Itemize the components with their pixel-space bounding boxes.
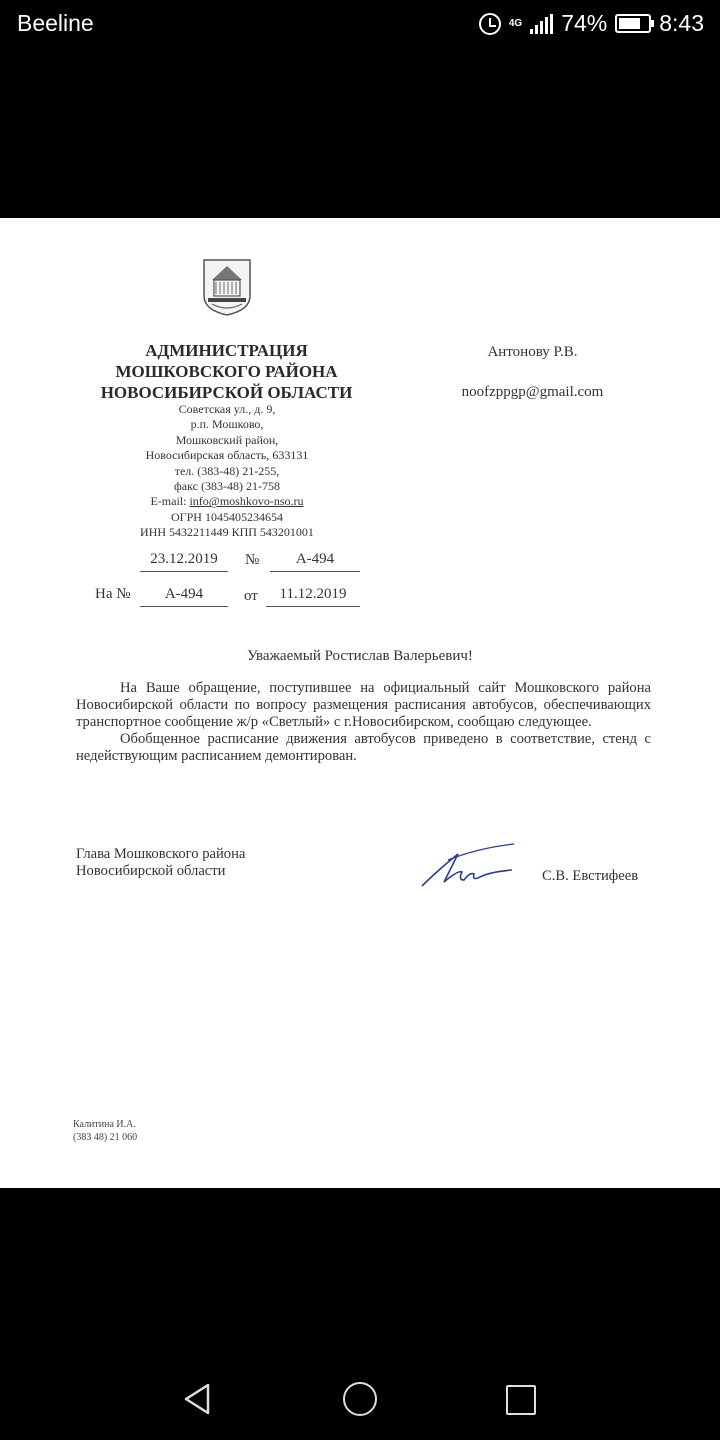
ref-from-label: от — [244, 588, 258, 604]
letter-document[interactable] — [0, 218, 720, 1188]
ref-label: На № — [95, 586, 131, 602]
network-type-icon: 4G — [508, 17, 523, 29]
signature-icon — [418, 840, 518, 892]
carrier-name: Beeline — [17, 10, 94, 36]
battery-percent: 74% — [561, 10, 608, 36]
letter-body — [76, 680, 651, 765]
signatory-name: С.В. Евстифеев — [542, 868, 639, 884]
organization-header: АДМИНИСТРАЦИЯ МОШКОВСКОГО РАЙОНА НОВОСИБИРСКОЙ ОБЛАСТИ — [100, 341, 353, 402]
recent-apps-icon[interactable] — [506, 1385, 536, 1415]
signatory-title: Глава Мошковского района Новосибирской области — [76, 846, 246, 879]
letter-date: 23.12.2019 — [140, 551, 228, 572]
greeting: Уважаемый Ростислав Валерьевич! — [247, 648, 473, 664]
recipient-name: Антонову Р.В. — [487, 344, 578, 360]
number-label: № — [245, 552, 260, 568]
letter-number: А-494 — [270, 551, 360, 572]
ref-date: 11.12.2019 — [266, 586, 360, 607]
coat-of-arms-icon — [202, 258, 252, 316]
recipient-email: noofzppgp@gmail.com — [461, 384, 604, 400]
signal-icon — [530, 14, 553, 34]
ref-number: А-494 — [140, 586, 228, 607]
battery-icon — [615, 14, 651, 33]
paragraph: На Ваше обращение, поступившее на официальный сайт Мошковского района Новосибирской области по вопросу размещения расписания автобусов, обеспечивающих транспортное сообщение ж/р «Светлый» с г.Новосибирском, сообщаю следующее. — [76, 680, 651, 730]
paragraph: Обобщенное расписание движения автобусов приведено в соответствие, стенд с недействующим расписанием демонтирован. — [76, 731, 651, 764]
navigation-bar — [0, 1360, 720, 1440]
alarm-icon — [479, 13, 501, 35]
home-icon[interactable] — [343, 1382, 377, 1416]
back-icon[interactable] — [182, 1382, 208, 1412]
email-line: E-mail: info@moshkovo-nso.ru — [150, 494, 304, 509]
organization-address: Советская ул., д. 9, р.п. Мошково, Мошковский район, Новосибирская область, 633131 тел. (383-48) 21-255, факс (383-48) 21-758 E-mail: info@moshkovo-nso.ru ОГРН 1045405234654 ИНН 5432211449 КПП 543201001 — [112, 402, 342, 541]
executor-info: Калитина И.А. (383 48) 21 060 — [73, 1119, 138, 1143]
status-bar — [0, 0, 720, 50]
status-icons — [479, 10, 704, 37]
clock: 8:43 — [659, 10, 704, 36]
